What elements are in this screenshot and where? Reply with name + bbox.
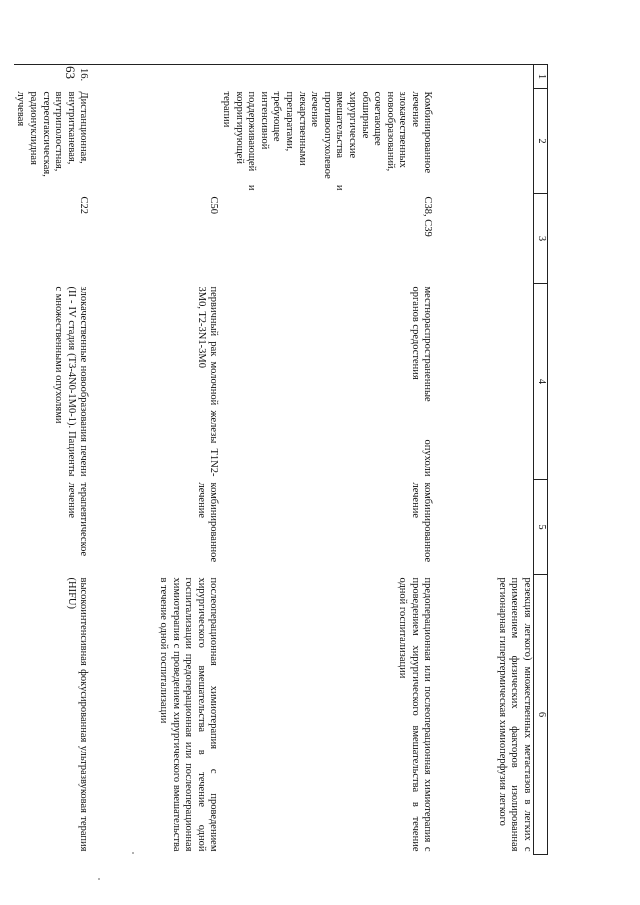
header-col-4: 4 (534, 284, 548, 480)
row-model: первичный рак молочной железы T1N2-3M0, T2-3N1-3M0 (195, 286, 220, 477)
header-col-5: 5 (534, 480, 548, 575)
row-number (219, 65, 433, 89)
row-type: терапевтическое лечение (65, 482, 90, 557)
row-method: резекция легкого) множественных метастазов в легких с применением физических факторов изолированная регионарная гипертермическая химиоперфузия легкого (496, 577, 533, 852)
row-number (434, 65, 534, 89)
row-name (434, 89, 534, 194)
row-method: послеоперационная химиотерапия с проведением хирургического вмешательства в течение одной госпитализации предоперационная или послеоперационная химиотерапия с проведением хирургического вмешательства в течение одной госпитализации (158, 577, 220, 852)
row-number (89, 65, 219, 89)
header-col-3: 3 (534, 194, 548, 284)
table-row (434, 65, 534, 855)
procedures-table (14, 64, 548, 855)
row-method: высокоинтенсивная фокусированная ультразвуковая терапия (HIFU) (65, 577, 90, 852)
row-codes: C22 (78, 196, 90, 215)
row-name (89, 89, 219, 194)
row-name: Комбинированное лечение злокачественных новообразований, сочетающее обширные хирургические вмешательства и противоопухолевое лечение лекарственными препаратами, требующее интенсивной поддерживающей и корригирующей терапии (221, 91, 434, 191)
table-row (89, 65, 219, 855)
row-model (434, 284, 534, 480)
row-model: злокачественные новообразования печени (II - IV стадия (T3-4N0-1M0-1). Пациенты с множественными опухолями (53, 286, 90, 477)
table-row (14, 65, 90, 855)
scan-speck (98, 878, 100, 880)
row-type: комбинированное лечение (409, 482, 434, 563)
row-method: предоперационная или послеоперационная химиотерапия с проведением хирургического вмешательства в течение одной госпитализации (397, 577, 434, 852)
row-codes: C38, C39 (422, 196, 434, 237)
row-name: Дистанционная, внутритканевая, внутриполостная, стереотаксическая, радионуклидная лучевая (15, 91, 90, 177)
row-model: местнораспространенные опухоли органов средостения (409, 286, 434, 477)
table-row (219, 65, 433, 855)
header-col-2: 2 (534, 89, 548, 194)
page-number: 63 (63, 66, 78, 79)
row-codes: C50 (208, 196, 220, 215)
header-col-6: 6 (534, 575, 548, 855)
row-type: комбинированное лечение (195, 482, 220, 563)
row-number: 16. (14, 65, 90, 89)
header-row (534, 65, 548, 855)
row-type (434, 480, 534, 575)
scan-speck (132, 852, 134, 854)
row-codes (434, 194, 534, 284)
header-col-1: 1 (534, 65, 548, 89)
